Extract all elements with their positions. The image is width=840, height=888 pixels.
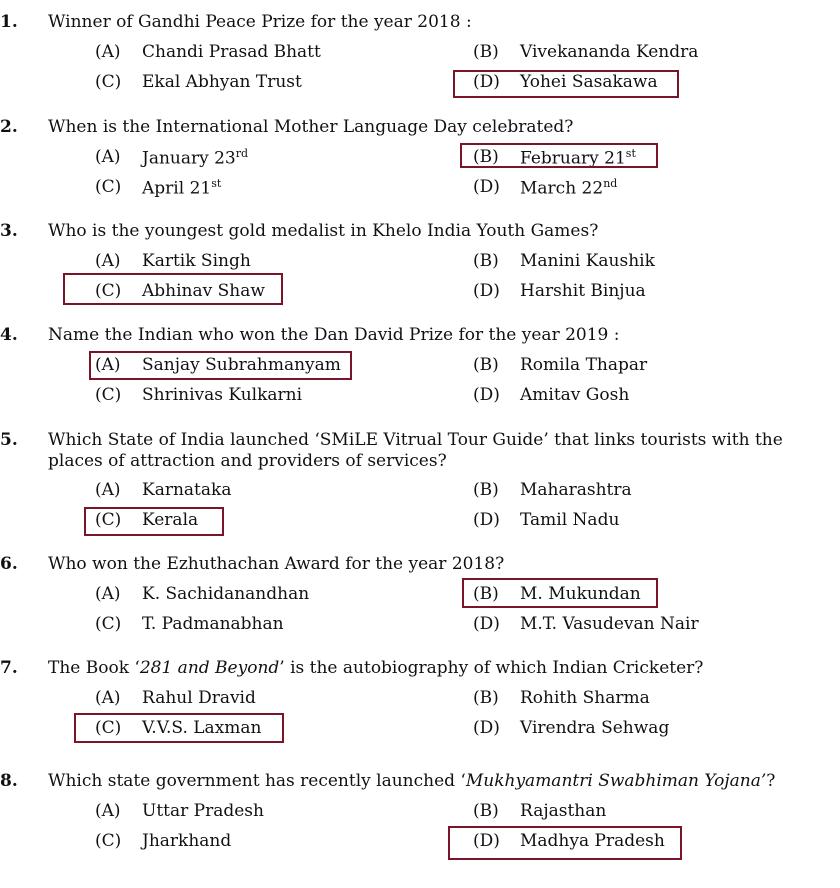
option-b <box>473 355 813 379</box>
option-text: Uttar Pradesh <box>142 801 264 821</box>
option-text: T. Padmanabhan <box>142 614 284 634</box>
option-a <box>95 42 435 66</box>
question-text: Which state government has recently launched ‘Mukhyamantri Swabhiman Yojana’? <box>48 771 776 791</box>
option-label: (A) <box>95 355 121 375</box>
option-text: Abhinav Shaw <box>142 281 265 301</box>
question-number: 1. <box>0 12 18 32</box>
option-text: Rajasthan <box>520 801 607 821</box>
option-b <box>473 480 813 504</box>
option-d <box>473 72 813 96</box>
question-number: 7. <box>0 658 18 678</box>
option-a <box>95 147 435 171</box>
question-text: Which State of India launched ‘SMiLE Vitrual Tour Guide’ that links tourists with the places of attraction and providers of services? <box>48 430 783 471</box>
option-text: Amitav Gosh <box>520 385 630 405</box>
option-d <box>473 831 813 855</box>
option-label: (C) <box>95 718 122 738</box>
option-text: Yohei Sasakawa <box>520 72 658 92</box>
option-label: (D) <box>473 614 500 634</box>
option-text: Sanjay Subrahmanyam <box>142 355 341 375</box>
option-label: (B) <box>473 147 499 167</box>
option-d <box>473 385 813 409</box>
option-c <box>95 385 435 409</box>
option-a <box>95 688 435 712</box>
option-label: (A) <box>95 584 121 604</box>
option-text: M.T. Vasudevan Nair <box>520 614 699 634</box>
option-text: January 23rd <box>142 147 249 169</box>
option-label: (A) <box>95 801 121 821</box>
option-c <box>95 614 435 638</box>
option-text: Rohith Sharma <box>520 688 650 708</box>
option-label: (D) <box>473 385 500 405</box>
option-label: (B) <box>473 42 499 62</box>
option-text: Kerala <box>142 510 199 530</box>
question-number: 3. <box>0 221 18 241</box>
option-c <box>95 718 435 742</box>
option-label: (C) <box>95 72 122 92</box>
option-b <box>473 584 813 608</box>
option-a <box>95 584 435 608</box>
option-c <box>95 281 435 305</box>
option-label: (B) <box>473 480 499 500</box>
option-text: Chandi Prasad Bhatt <box>142 42 321 62</box>
question-text: Who won the Ezhuthachan Award for the year 2018? <box>48 554 505 574</box>
question-number: 5. <box>0 430 18 450</box>
option-text: K. Sachidanandhan <box>142 584 310 604</box>
question-number: 4. <box>0 325 18 345</box>
option-text: Romila Thapar <box>520 355 648 375</box>
question-number: 6. <box>0 554 18 574</box>
option-d <box>473 718 813 742</box>
option-text: Karnataka <box>142 480 232 500</box>
option-label: (C) <box>95 177 122 197</box>
question-text: Name the Indian who won the Dan David Prize for the year 2019 : <box>48 325 620 345</box>
question-text: The Book ‘281 and Beyond’ is the autobiography of which Indian Cricketer? <box>48 658 704 678</box>
option-c <box>95 510 435 534</box>
option-label: (C) <box>95 510 122 530</box>
option-a <box>95 355 435 379</box>
option-d <box>473 281 813 305</box>
option-text: Rahul Dravid <box>142 688 256 708</box>
option-label: (B) <box>473 688 499 708</box>
option-label: (D) <box>473 281 500 301</box>
option-b <box>473 801 813 825</box>
option-d <box>473 614 813 638</box>
option-c <box>95 831 435 855</box>
option-text: Tamil Nadu <box>520 510 620 530</box>
option-b <box>473 688 813 712</box>
option-text: April 21st <box>142 177 222 199</box>
option-label: (B) <box>473 251 499 271</box>
option-text: Jharkhand <box>142 831 232 851</box>
option-d <box>473 177 813 201</box>
option-a <box>95 801 435 825</box>
option-label: (C) <box>95 831 122 851</box>
option-text: Manini Kaushik <box>520 251 655 271</box>
question-text: When is the International Mother Language Day celebrated? <box>48 117 574 137</box>
option-text: Kartik Singh <box>142 251 251 271</box>
option-c <box>95 72 435 96</box>
option-label: (C) <box>95 281 122 301</box>
option-label: (C) <box>95 614 122 634</box>
option-text: Maharashtra <box>520 480 632 500</box>
option-text: Shrinivas Kulkarni <box>142 385 303 405</box>
question-text: Who is the youngest gold medalist in Khelo India Youth Games? <box>48 221 599 241</box>
option-b <box>473 147 813 171</box>
option-a <box>95 251 435 275</box>
option-text: Vivekananda Kendra <box>520 42 699 62</box>
option-label: (A) <box>95 480 121 500</box>
option-label: (A) <box>95 42 121 62</box>
option-label: (D) <box>473 718 500 738</box>
option-label: (D) <box>473 510 500 530</box>
option-text: February 21st <box>520 147 636 169</box>
question-number: 8. <box>0 771 18 791</box>
option-text: Ekal Abhyan Trust <box>142 72 302 92</box>
option-label: (B) <box>473 584 499 604</box>
option-d <box>473 510 813 534</box>
option-text: M. Mukundan <box>520 584 641 604</box>
option-label: (A) <box>95 147 121 167</box>
option-text: V.V.S. Laxman <box>142 718 262 738</box>
option-b <box>473 251 813 275</box>
option-text: Virendra Sehwag <box>520 718 670 738</box>
option-label: (B) <box>473 801 499 821</box>
question-text: Winner of Gandhi Peace Prize for the year 2018 : <box>48 12 472 32</box>
option-label: (D) <box>473 72 500 92</box>
option-text: Madhya Pradesh <box>520 831 665 851</box>
option-label: (D) <box>473 831 500 851</box>
option-b <box>473 42 813 66</box>
option-c <box>95 177 435 201</box>
option-label: (D) <box>473 177 500 197</box>
option-text: March 22nd <box>520 177 618 199</box>
question-number: 2. <box>0 117 18 137</box>
option-label: (B) <box>473 355 499 375</box>
option-a <box>95 480 435 504</box>
option-text: Harshit Binjua <box>520 281 646 301</box>
option-label: (A) <box>95 688 121 708</box>
option-label: (A) <box>95 251 121 271</box>
option-label: (C) <box>95 385 122 405</box>
